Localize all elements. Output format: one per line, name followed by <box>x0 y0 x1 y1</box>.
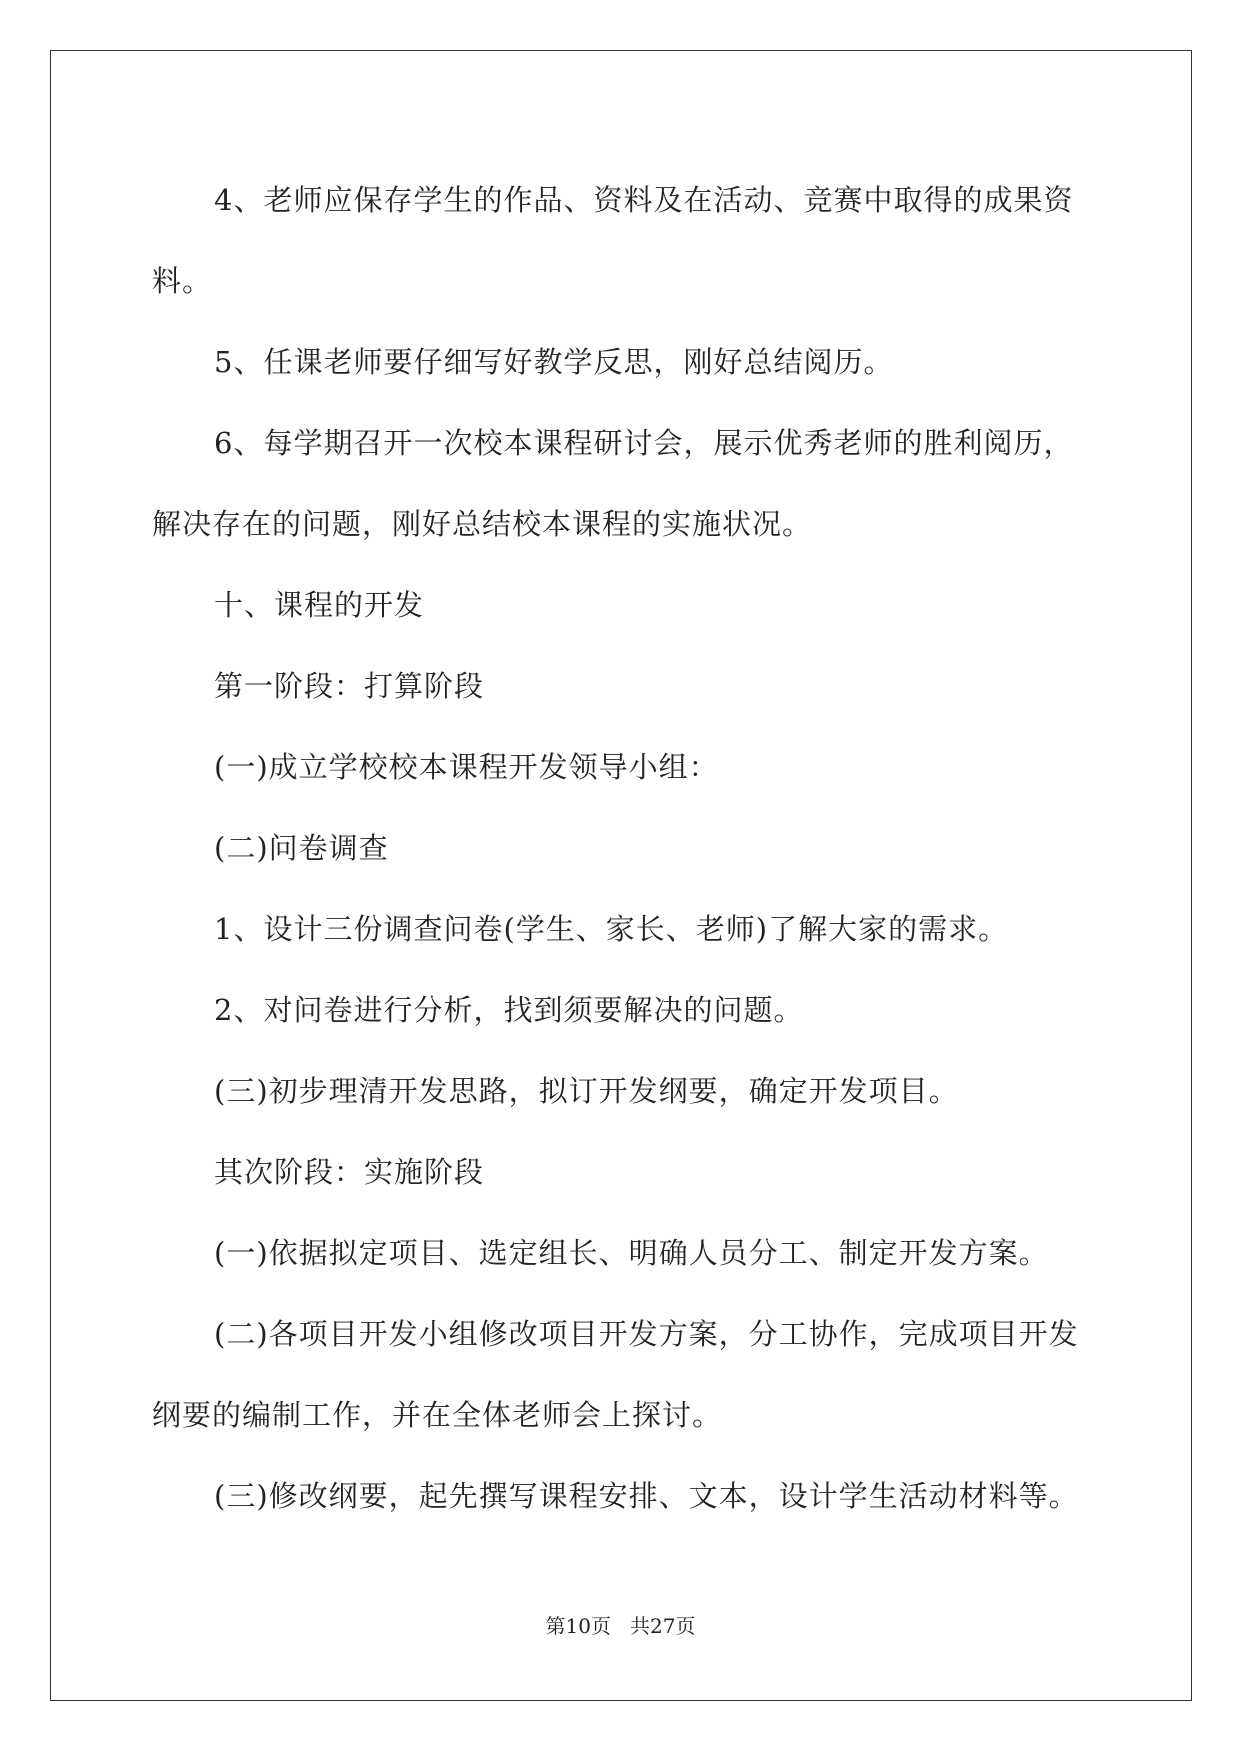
paragraph-14: (三)修改纲要，起先撰写课程安排、文本，设计学生活动材料等。 <box>214 1479 1079 1513</box>
total-page-number: 27 <box>650 1614 676 1638</box>
document-body <box>152 160 1092 1537</box>
paragraph-9: 2、对问卷进行分析，找到须要解决的问题。 <box>214 993 804 1027</box>
paragraph-12: (一)依据拟定项目、选定组长、明确人员分工、制定开发方案。 <box>214 1236 1049 1270</box>
current-page-number: 10 <box>565 1614 591 1638</box>
stage-heading-2: 其次阶段：实施阶段 <box>214 1155 485 1189</box>
footer-suffix: 页 <box>675 1614 696 1638</box>
footer-prefix: 第 <box>545 1614 566 1638</box>
paragraph-3: 6、每学期召开一次校本课程研讨会，展示优秀老师的胜利阅历，解决存在的问题，刚好总结校本课程的实施状况。 <box>152 426 1074 541</box>
paragraph-6: (一)成立学校校本课程开发领导小组： <box>214 750 719 784</box>
paragraph-13: (二)各项目开发小组修改项目开发方案，分工协作，完成项目开发纲要的编制工作，并在全体老师会上探讨。 <box>152 1317 1079 1432</box>
paragraph-2: 5、任课老师要仔细写好教学反思，刚好总结阅历。 <box>214 345 894 379</box>
paragraph-8: 1、设计三份调查问卷(学生、家长、老师)了解大家的需求。 <box>214 912 1009 946</box>
paragraph-7: (二)问卷调查 <box>214 831 389 865</box>
paragraph-1: 4、老师应保存学生的作品、资料及在活动、竞赛中取得的成果资料。 <box>152 183 1074 298</box>
paragraph-10: (三)初步理清开发思路，拟订开发纲要，确定开发项目。 <box>214 1074 959 1108</box>
section-heading: 十、课程的开发 <box>214 588 425 622</box>
stage-heading-1: 第一阶段：打算阶段 <box>214 669 485 703</box>
page-footer <box>0 1610 1241 1639</box>
footer-mid: 页 共 <box>590 1614 651 1638</box>
